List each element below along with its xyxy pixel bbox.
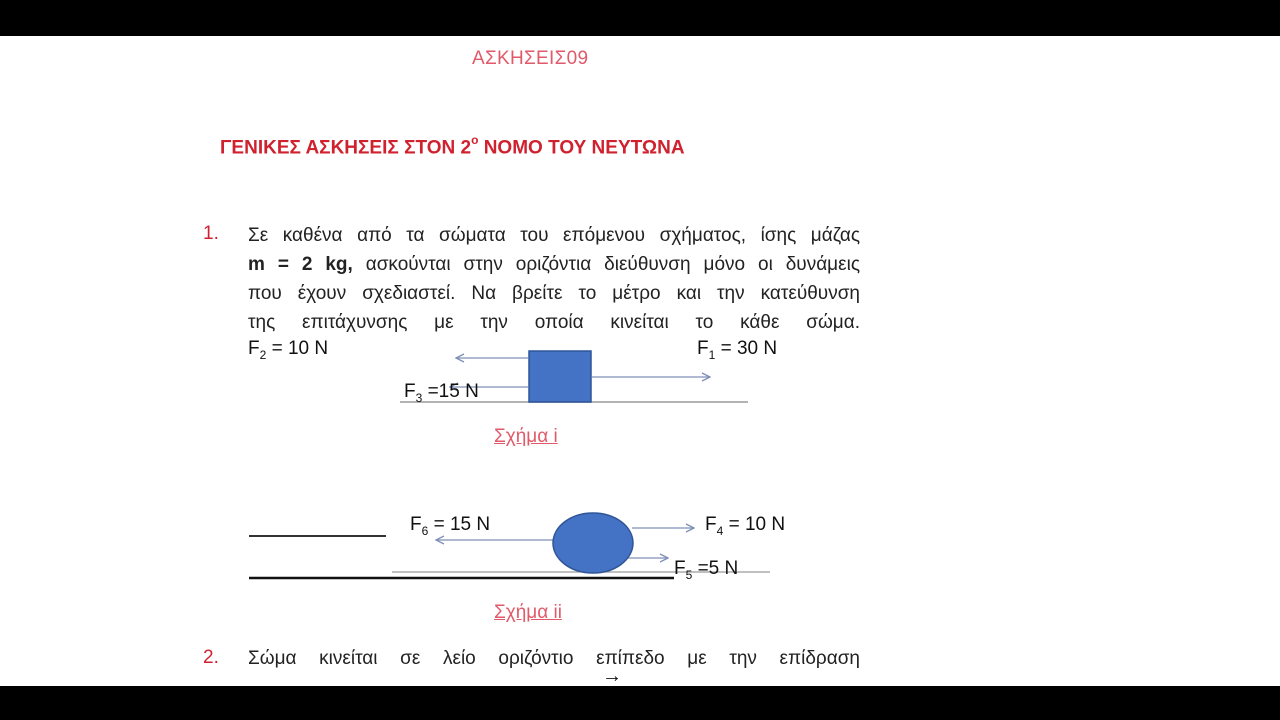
exercise-2-number: 2. xyxy=(203,647,219,668)
fig2-ball xyxy=(553,513,633,573)
fig1-f3-label: $F_3 =15$ N xyxy=(404,381,479,405)
exercise-1-number: 1. xyxy=(203,223,219,244)
vector-arrow-icon: → xyxy=(602,665,622,686)
exercise-1-line-3: που έχουν σχεδιαστεί. Να βρείτε το μέτρο και την κατεύθυνση xyxy=(248,283,860,304)
fig2-f4-label: $F_4 = 10$ N xyxy=(705,514,786,538)
title-superscript: ο xyxy=(471,133,479,147)
fig1-f2-label: $F_2 = 10$ N xyxy=(248,338,329,362)
fig1-f1-label: $F_1 = 30$ N xyxy=(697,338,778,362)
force-diagrams xyxy=(0,36,1280,686)
document-code: ΑΣΚΗΣΕΙΣ09 xyxy=(472,48,589,69)
fig1-block xyxy=(529,351,591,402)
mass-value: m = 2 kg, xyxy=(248,254,353,275)
fig2-f5-label: $F_5 =5$ N xyxy=(674,558,739,582)
exercise-1-line-1: Σε καθένα από τα σώματα του επόμενου σχήματος, ίσης μάζας xyxy=(248,225,860,246)
fig1-caption: Σχήμα i xyxy=(494,426,558,447)
fig2-caption: Σχήμα ii xyxy=(494,602,562,623)
document-page xyxy=(0,36,1280,686)
title-text-start: ΓΕΝΙΚΕΣ ΑΣΚΗΣΕΙΣ ΣΤΟΝ 2 xyxy=(220,137,472,159)
exercise-2-line-1: Σώμα κινείται σε λείο οριζόντιο επίπεδο με την επίδραση xyxy=(248,648,860,669)
video-letterbox-bottom xyxy=(0,686,1280,720)
exercise-1-line-2-rest: ασκούνται στην οριζόντια διεύθυνση μόνο οι δυνάμεις xyxy=(352,254,860,275)
exercise-1-line-4: της επιτάχυνσης με την οποία κινείται το κάθε σώμα. xyxy=(248,312,860,333)
title-text-end: ΝΟΜΟ ΤΟΥ ΝΕΥΤΩΝΑ xyxy=(478,137,685,159)
fig2-f6-label: $F_6 = 15$ N xyxy=(410,514,491,538)
